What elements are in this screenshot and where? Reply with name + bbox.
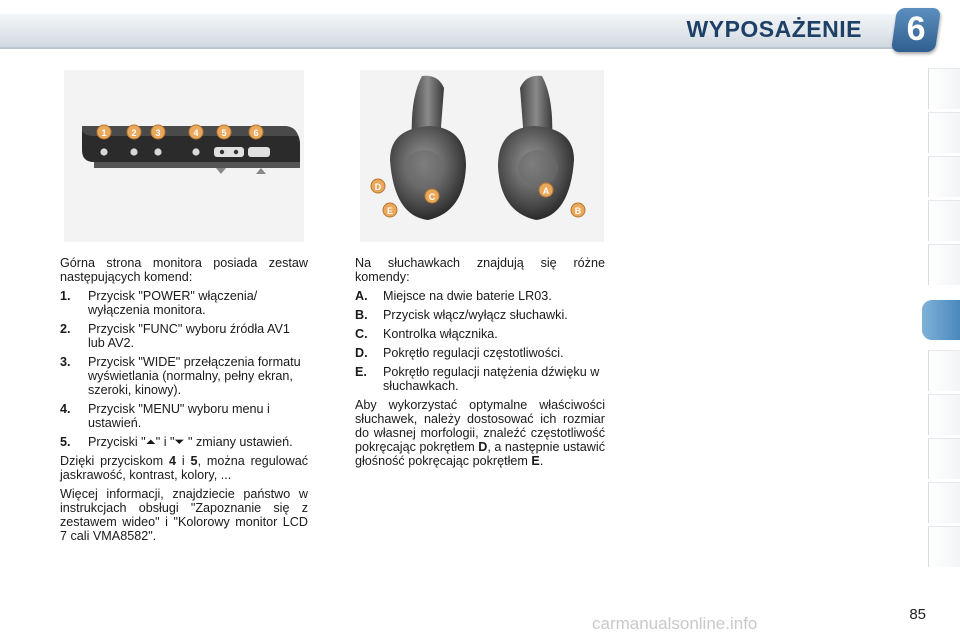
chapter-tab[interactable] xyxy=(928,156,960,197)
headphones-intro: Na słuchawkach znajdują się różne komendy: xyxy=(355,256,605,284)
callout-5 xyxy=(217,125,231,139)
chapter-tab[interactable] xyxy=(928,438,960,479)
svg-text:D: D xyxy=(374,182,382,192)
monitor-figure xyxy=(64,70,304,242)
adjustment-note: Dzięki przyciskom 4 i 5, można regulować jaskrawość, kontrast, kolory, ... xyxy=(60,454,308,482)
monitor-button-2 xyxy=(130,148,137,155)
svg-text:5: 5 xyxy=(221,128,227,138)
up-arrow-icon xyxy=(256,168,266,174)
section-title: WYPOSAŻENIE xyxy=(686,16,862,42)
chapter-tab[interactable] xyxy=(928,350,960,391)
callout-1 xyxy=(97,125,111,139)
callout-3 xyxy=(151,125,165,139)
monitor-illustration xyxy=(64,70,304,242)
svg-text:E: E xyxy=(386,206,394,216)
svg-text:4: 4 xyxy=(193,128,199,138)
down-arrow-icon xyxy=(216,168,226,174)
monitor-button-5 xyxy=(214,147,244,157)
list-item: 1. Przycisk "POWER" włączenia/ wyłączenia monitora. xyxy=(60,289,258,317)
svg-text:6: 6 xyxy=(253,128,259,138)
svg-text:C: C xyxy=(428,192,436,202)
chapter-tab[interactable] xyxy=(928,482,960,523)
monitor-button-4 xyxy=(192,148,199,155)
monitor-button-3 xyxy=(154,148,161,155)
callout-b xyxy=(571,203,585,217)
list-item: E. Pokrętło regulacji natężenia dźwięku w słuchawkach. xyxy=(355,365,600,393)
chapter-tab-active[interactable] xyxy=(922,300,960,340)
chapter-tab[interactable] xyxy=(928,68,960,109)
more-info-note: Więcej informacji, znajdziecie państwo w instrukcjach obsługi "Zapoznanie się z zestawem wideo" i "Kolorowy monitor LCD 7 cali VMA8582". xyxy=(60,487,308,543)
list-item: 5. Przyciski "⏶" i "⏷ " zmiany ustawień. xyxy=(60,435,293,449)
monitor-button-1 xyxy=(100,148,107,155)
headphones-illustration xyxy=(360,70,604,242)
headphones-figure xyxy=(360,70,604,242)
callout-e xyxy=(383,203,397,217)
callout-d xyxy=(371,179,385,193)
chapter-tab[interactable] xyxy=(928,394,960,435)
list-item: C. Kontrolka włącznika. xyxy=(355,327,498,341)
chapter-badge xyxy=(891,8,941,52)
list-item: B. Przycisk włącz/wyłącz słuchawki. xyxy=(355,308,568,322)
chapter-tabs xyxy=(928,68,960,574)
svg-text:A: A xyxy=(542,186,550,196)
svg-text:3: 3 xyxy=(155,128,161,138)
callout-6 xyxy=(249,125,263,139)
svg-text:B: B xyxy=(574,206,582,216)
monitor-intro: Górna strona monitora posiada zestaw następujących komend: xyxy=(60,256,308,284)
callout-4 xyxy=(189,125,203,139)
page-header xyxy=(0,0,960,60)
chapter-tab[interactable] xyxy=(928,200,960,241)
svg-text:2: 2 xyxy=(131,128,137,138)
chapter-tab[interactable] xyxy=(928,526,960,567)
watermark: carmanualsonline.info xyxy=(592,614,758,633)
callout-a xyxy=(539,183,553,197)
svg-text:1: 1 xyxy=(101,128,107,138)
left-column xyxy=(60,256,308,548)
callout-c xyxy=(425,189,439,203)
chapter-tab[interactable] xyxy=(928,244,960,285)
list-item: D. Pokrętło regulacji częstotliwości. xyxy=(355,346,564,360)
callout-2 xyxy=(127,125,141,139)
chapter-number: 6 xyxy=(906,10,926,48)
list-item: 2. Przycisk "FUNC" wyboru źródła AV1 lub AV2. xyxy=(60,322,290,350)
list-item: 3. Przycisk "WIDE" przełączenia formatu wyświetlania (normalny, pełny ekran, szeroki, kinowy). xyxy=(60,355,301,397)
list-item: A. Miejsce na dwie baterie LR03. xyxy=(355,289,552,303)
headphones-usage-note: Aby wykorzystać optymalne właściwości słuchawek, należy dostosować ich rozmiar do własnej morfologii, znaleźć częstotliwość pokręcając pokrętłem D, a następnie ustawić głośność pokręcając pokrętłem E. xyxy=(355,398,605,468)
chapter-tab[interactable] xyxy=(928,112,960,153)
header-rule xyxy=(0,47,900,49)
monitor-button-6 xyxy=(248,147,270,157)
right-column xyxy=(355,256,605,473)
list-item: 4. Przycisk "MENU" wyboru menu i ustawień. xyxy=(60,402,270,430)
monitor-lower-edge xyxy=(94,162,300,168)
page-number: 85 xyxy=(909,606,926,623)
